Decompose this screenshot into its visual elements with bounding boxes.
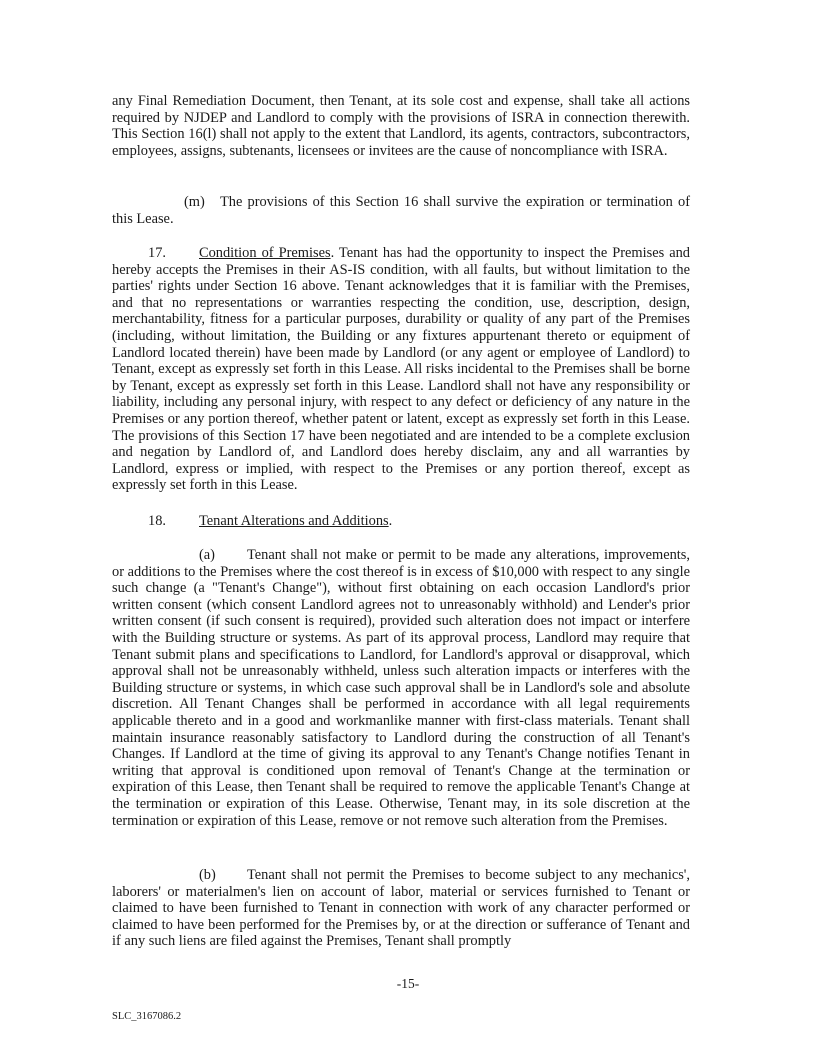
- section-18b: [112, 867, 690, 950]
- document-id: SLC_3167086.2: [112, 1011, 182, 1022]
- paragraph-text: Tenant shall not make or permit to be made any alterations, improvements, or additions to the Premises where the cost thereof is in excess of $10,000 with respect to any single such change (a "Tenant's Change"), without first obtaining on each occasion Landlord's prior written consent (which consent Landlord agrees not to unreasonably withhold) and Lender's prior written consent (if such consent is required), provided such alteration does not impact or interfere with the Building structure or systems. As part of its approval process, Landlord may require that Tenant submit plans and specifications to Landlord, for Landlord's approval or disapproval, which approval shall not be unreasonably withheld, unless such alteration impacts or interferes with the Building structure or systems, in which case such approval shall be in Landlord's sole and absolute discretion. All Tenant Changes shall be performed in accordance with all legal requirements applicable thereto and in a good and workmanlike manner with first-class materials. Tenant shall maintain insurance reasonably satisfactory to Landlord during the construction of all Tenant's Changes. If Landlord at the time of giving its approval to any Tenant's Change notifies Tenant in writing that approval is conditioned upon removal of Tenant's Change at the termination or expiration of this Lease, then Tenant shall be required to remove the applicable Tenant's Change at the termination or expiration of this Lease. Otherwise, Tenant may, in its sole discretion at the termination or expiration of this Lease, remove or not remove such alteration from the Premises.: [112, 547, 690, 829]
- section-17: [112, 245, 690, 494]
- section-title: Condition of Premises: [199, 245, 331, 261]
- subsection-label: (a): [199, 547, 215, 563]
- paragraph-16m: [112, 194, 690, 227]
- section-title-period: .: [388, 513, 393, 529]
- section-number: 18.: [148, 513, 166, 529]
- section-number: 17.: [148, 245, 166, 261]
- section-18a: [112, 547, 690, 829]
- paragraph-text: The provisions of this Section 16 shall survive the expiration or termination of this Lease.: [112, 194, 690, 227]
- section-title: Tenant Alterations and Additions: [199, 513, 389, 529]
- paragraph-text: Tenant shall not permit the Premises to become subject to any mechanics', laborers' or materialmen's lien on account of labor, material or services furnished to Tenant or claimed to have been furnished to Tenant in connection with work of any character performed or claimed to have been performed for the Premises by, or at the direction or sufferance of Tenant and if any such liens are filed against the Premises, Tenant shall promptly: [112, 867, 690, 950]
- section-18-heading: [112, 513, 690, 530]
- paragraph-text: . Tenant has had the opportunity to inspect the Premises and hereby accepts the Premises in their AS-IS condition, with all faults, but without limitation to the parties' rights under Section 16 above. Tenant acknowledges that it is familiar with the Premises, and that no representations or warranties respecting the condition, use, description, design, merchantability, fitness for a particular purposes, durability or quality of any part of the Premises (including, without limitation, the Building or any fixtures appurtenant thereto or equipment of Landlord located therein) have been made by Landlord (or any agent or employee of Landlord) to Tenant, except as expressly set forth in this Lease. All risks incidental to the Premises shall be borne by Tenant, except as expressly set forth in this Lease. Landlord shall not have any responsibility or liability, including any personal injury, with respect to any defect or deficiency of any nature in the Premises or any portion thereof, whether patent or latent, except as expressly set forth in this Lease. The provisions of this Section 17 have been negotiated and are intended to be a complete exclusion and negation by Landlord of, and Landlord does hereby disclaim, any and all warranties by Landlord, express or implied, with respect to the Premises or any portion thereof, except as expressly set forth in this Lease.: [112, 245, 691, 494]
- paragraph-text: any Final Remediation Document, then Tenant, at its sole cost and expense, shall take all actions required by NJDEP and Landlord to comply with the provisions of ISRA in connection therewith. This Section 16(l) shall not apply to the extent that Landlord, its agents, contractors, subcontractors, employees, assigns, subtenants, licensees or invitees are the cause of noncompliance with ISRA.: [112, 93, 690, 159]
- page-number: -15-: [396, 976, 420, 991]
- paragraph-16l-continuation: [112, 93, 690, 159]
- subsection-label: (m): [184, 194, 205, 210]
- subsection-label: (b): [199, 867, 216, 883]
